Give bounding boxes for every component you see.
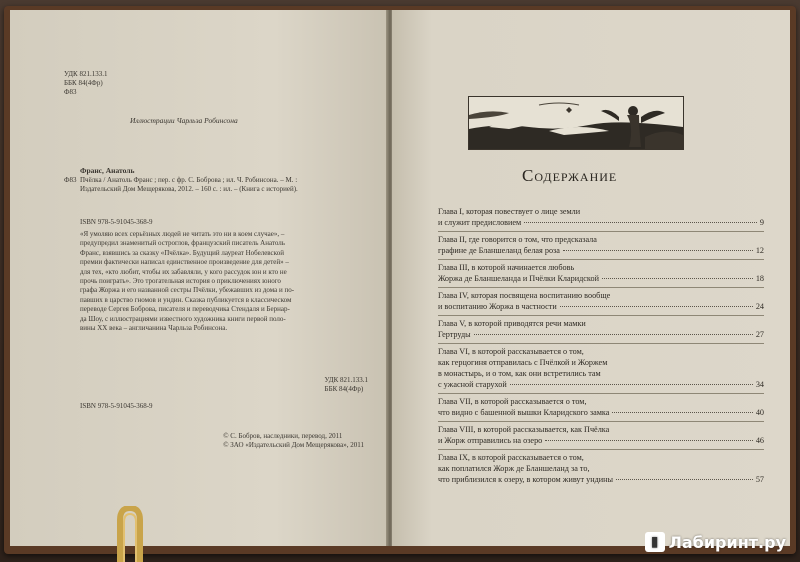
toc-dot-leader	[545, 440, 753, 441]
toc-entry	[438, 318, 764, 340]
toc-entry-last-line	[438, 435, 764, 446]
toc-entry-text: в монастырь, и о том, как они встретились там	[438, 369, 601, 378]
isbn-first: ISBN 978-5-91045-368-9	[80, 218, 153, 226]
annotation-line: графа Жоржа и его названной сестры Пчёлки, убежавших из дома и по-	[80, 286, 295, 295]
toc-entry	[438, 206, 764, 228]
catalog-code: Ф83	[64, 176, 77, 184]
toc-entry-text: Глава VI, в которой рассказывается о том,	[438, 347, 584, 356]
toc-dot-leader	[602, 278, 753, 279]
toc-page-number: 57	[755, 475, 764, 484]
toc-entry-text: Глава VII, в которой рассказывается о том,	[438, 397, 587, 406]
toc-entry	[438, 424, 764, 446]
toc-page-number: 34	[755, 380, 764, 389]
toc-entry-text: и служит предисловием	[438, 218, 522, 227]
toc-entry-last-line	[438, 329, 764, 340]
udk-line: УДК 821.133.1	[64, 70, 108, 78]
toc-entry-text: с ужасной старухой	[438, 380, 507, 389]
annotation-line: вины XX века – англичанина Чарльза Робинсона.	[80, 324, 228, 333]
toc-entry-text: Глава III, в которой начинается любовь	[438, 263, 575, 272]
fairy-lake-illustration	[469, 97, 683, 149]
toc-entry-last-line	[438, 474, 764, 485]
toc-entry-last-line	[438, 273, 764, 284]
toc-entry-text: Глава IX, в которой рассказывается о том,	[438, 453, 584, 462]
toc-entry-last-line	[438, 301, 764, 312]
toc-separator	[438, 393, 764, 394]
toc-entry-text: Глава VIII, в которой рассказывается, как Пчёлка	[438, 425, 610, 434]
toc-separator	[438, 259, 764, 260]
toc-entry-text: что видно с башенной вышки Кларидского замка	[438, 408, 610, 417]
copyright-block	[223, 432, 364, 450]
annotation-line: предупредил знаменитый остроглов, французский писатель Анатоль	[80, 239, 285, 248]
toc-dot-leader	[474, 334, 753, 335]
toc-separator	[438, 287, 764, 288]
toc-entry-text: как поплатился Жорж де Бланшеланд за то,	[438, 464, 590, 473]
toc-dot-leader	[563, 250, 753, 251]
annotation-line: да Шоу, с иллюстрациями известного художника книги первой поло-	[80, 314, 286, 323]
toc-entry-text: что приблизился к озеру, в котором живут ундины	[438, 475, 614, 484]
toc-page-number: 12	[755, 246, 764, 255]
annotation-line: для тех, «кто любит, чтобы их забавляли, у кого рассудок юн и кто не	[80, 267, 287, 276]
annotation-line: «Я умоляю всех серьёзных людей не читать это ни в коем случае», –	[80, 230, 285, 238]
page-holder-clip	[112, 506, 148, 562]
toc-entry-text: и Жорж отправились на озеро	[438, 436, 543, 445]
copyright-line: © С. Бобров, наследники, перевод, 2011	[223, 432, 343, 440]
author-heading: Франс, Анатоль	[80, 166, 135, 175]
toc-page-number: 46	[755, 436, 764, 445]
udk-block-bottom	[325, 376, 368, 394]
toc-entry-last-line	[438, 407, 764, 418]
catalog-line: Пчёлка / Анатоль Франс ; пер. с фр. С. Боброва ; ил. Ч. Робинсона. – М. :	[80, 176, 298, 184]
illustrations-credit: Иллюстрации Чарльза Робинсона	[130, 116, 238, 125]
bbk-line: ББК 84(4Фр)	[324, 385, 364, 393]
copyright-line: © ЗАО «Издательский Дом Мещерякова», 2011	[223, 441, 364, 449]
toc-dot-leader	[616, 479, 753, 480]
toc-separator	[438, 231, 764, 232]
toc-entry-text: Глава V, в которой приводятся речи мамки	[438, 319, 586, 328]
catalog-entry	[80, 176, 370, 194]
toc-page-number: 24	[755, 302, 764, 311]
watermark-text: Лабиринт.ру	[668, 532, 786, 552]
toc-entry	[438, 290, 764, 312]
udk-line: УДК 821.133.1	[324, 376, 368, 384]
toc-entry-text: Глава IV, которая посвящена воспитанию вообще	[438, 291, 611, 300]
annotation	[80, 230, 372, 333]
annotation-line: переводе Сергея Боброва, писателя и переводчика Стендаля и Бернар-	[80, 305, 290, 314]
toc-entry	[438, 346, 764, 390]
toc-page-number: 27	[755, 330, 764, 339]
toc-page-number: 18	[755, 274, 764, 283]
toc-page-number: 9	[759, 218, 764, 227]
toc-separator	[438, 343, 764, 344]
toc-entry-last-line	[438, 245, 764, 256]
isbn-second: ISBN 978-5-91045-368-9	[80, 402, 153, 410]
left-page	[10, 10, 388, 546]
toc-entry-text: Гертруды	[438, 330, 471, 339]
toc-entry-last-line	[438, 217, 764, 228]
toc-dot-leader	[524, 222, 757, 223]
catalog-line: Издательский Дом Мещерякова, 2012. – 160 с. : ил. – (Книга с историей).	[80, 185, 298, 193]
right-page	[392, 10, 790, 546]
toc-entry-text: как герцогиня отправилась с Пчёлкой и Жоржем	[438, 358, 608, 367]
toc-separator	[438, 421, 764, 422]
toc-page-number: 40	[755, 408, 764, 417]
annotation-line: премии фактически написал единственное произведение для детей» –	[80, 258, 289, 267]
toc-separator	[438, 449, 764, 450]
toc-dot-leader	[560, 306, 753, 307]
toc-entry-text: графине де Бланшеланд белая роза	[438, 246, 560, 255]
watermark	[645, 532, 786, 552]
toc-entry-text: Глава I, которая повествует о лице земли	[438, 207, 581, 216]
toc-entry	[438, 396, 764, 418]
toc-entry	[438, 452, 764, 485]
toc-title: Содержание	[522, 166, 618, 185]
header-illustration	[468, 96, 684, 150]
toc-separator	[438, 315, 764, 316]
toc-dot-leader	[510, 384, 753, 385]
toc-entry-text: Глава II, где говорится о том, что предсказала	[438, 235, 597, 244]
toc-dot-leader	[612, 412, 752, 413]
annotation-line: прочь поиграть». Это трогательная история о приключениях юного	[80, 277, 281, 286]
bbk-line: ББК 84(4Фр)	[64, 79, 103, 87]
annotation-line: павших в царство гномов и ундин. Сказка публикуется в классическом	[80, 295, 292, 304]
book-icon: ▮	[645, 532, 665, 552]
toc-entry-text: и воспитанию Жоржа в частности	[438, 302, 557, 311]
toc-entry-text: Жоржа де Бланшеланда и Пчёлки Кларидской	[438, 274, 599, 283]
toc-entry-last-line	[438, 379, 764, 390]
code-line: Ф83	[64, 88, 77, 96]
udk-block-top	[64, 70, 107, 97]
annotation-line: Франс, взявшись за сказку «Пчёлка». Будущий лауреат Нобелевской	[80, 248, 284, 257]
toc-entry	[438, 262, 764, 284]
toc-entry	[438, 234, 764, 256]
